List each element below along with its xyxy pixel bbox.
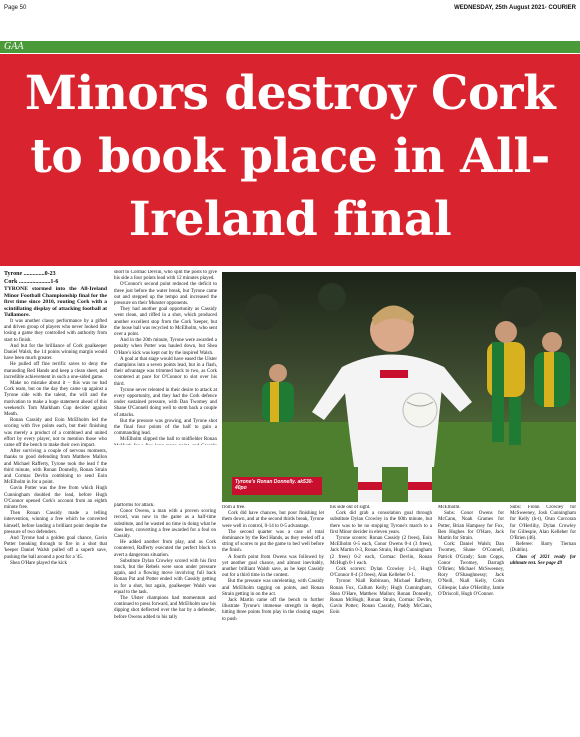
paragraph: The Ulster champions had momentum and continued to press forward, and McElholm saw his dipping shot deflected over the bar by a defender, before Owens added to his tally <box>114 596 216 620</box>
paragraph: And Tyrone had a golden goal chance, Gavin Potter breaking through to fire in a shot that 'keeper Daniel Walsh pulled off a superb save, pushing the ball around a post for a '45. <box>4 536 107 560</box>
score-away: Cork .....................1-6 <box>4 279 59 285</box>
article-column-1 <box>4 270 107 735</box>
score-home: Tyrone ..............0-23 <box>4 271 56 277</box>
paragraph: Tyrone: Niall Robinson, Michael Rafferty, Ronan Fox, Callum Kelly; Hugh Cunningham, Shea O'Hare, Matthew Mallon; Ronan Donnelly, Ronan McHugh; Ronan Strain, Cormac Devlin, Gavin Potter; Ronan Cassidy, Paddy McCann, Eoin <box>330 579 432 616</box>
paragraph: A fourth point from Owens was followed by yet another goal chance, and almost inevitably, another brilliant Walsh save, as he kept Cassidy out for a third time in the contest. <box>222 554 324 579</box>
headline: Minors destroy Cork to book place in All-Ireland final <box>24 66 556 247</box>
headline-banner <box>0 54 580 266</box>
paragraph: from a free. <box>222 505 246 510</box>
paragraph: Conor Owens, a man with a proven scoring record, was now in the game as a half-time substitute, and he wasted no time in doing what he does best, converting a free awarded for a foul on Cassidy. <box>114 509 216 540</box>
paragraph: After surviving a couple of nervous moments, thanks to good defending from Matthew Mallon and Michael Rafferty, Tyrone took the lead f the third minute, with Ronan Donnelly, Ronan Strain and Cormac Devlin combining to send Eoin McElholm in for a point. <box>4 449 107 486</box>
paragraph: Tyrone never relented in their desire to attack at every opportunity, and they had the Cork defence under sustained pressure, with Dan Twomey and Shane O'Connell doing well to stem back a couple of attacks. <box>114 387 217 418</box>
article-column-3 <box>222 505 324 735</box>
paragraph: O'Connor's second point reduced the deficit to three just before the water break, but Tyrone came out and stepped up the tempo and increased the pressure on their Munster opponents. <box>114 282 217 307</box>
player-photo-illustration <box>222 272 576 502</box>
section-bar <box>0 41 580 53</box>
paragraph: platforms for attack. <box>114 503 155 508</box>
photo-caption: Tyrone's Ronan Donnelly. ak530-40po <box>232 477 322 495</box>
paragraph: Subs: Conor Owens for McCann, Noah Grames for Potter, Brian Hampsey for Fox, Ben Hughes for O'Hare, Jack Martin for Strain. <box>438 511 504 542</box>
lead-paragraph: TYRONE stormed into the All-Ireland Minor Football Championship final for the first time since 2010, routing Cork with a scintillating display of attacking football at Tullamore. <box>4 286 107 319</box>
article-column-5 <box>438 505 504 735</box>
article-column-6 <box>510 505 576 735</box>
article-column-4 <box>330 505 432 735</box>
paragraph: Jack Martin came off the bench to further illustrate Tyrone's immense strength in depth, hitting three points from play in the closing stages to push <box>222 598 324 622</box>
paragraph: It was another classy performance by a gifted and driven group of players who never looked like losing a game they controlled with authority from start to finish. <box>4 318 107 343</box>
paragraph: He added another from play, and as Cork countered, Rafferty executed the perfect block to avert a dangerous situation. <box>114 540 216 558</box>
paragraph: McElholm. <box>438 505 461 510</box>
paragraph: The second quarter was a case of total dominance by the Red Hands, as they reeled off a string of scores to put the game to bed well before the finish. <box>222 529 324 554</box>
paragraph: short to Cormac Devlin, who split the posts to give his side a four points lead with 12 minutes played. <box>114 270 217 282</box>
paragraph: Then Ronan Cassidy made a telling intervention, winning a free which he converted himself, before landing a brilliant point despite the pressure of two defenders. <box>4 511 107 535</box>
paragraph: And but for the brilliance of Cork goalkeeper Daniel Walsh, the 14 points winning margin would have been much greater. <box>4 343 107 362</box>
page-header <box>0 0 580 14</box>
paragraph: Make no mistake about it – this was no bad Cork team, but on the day they came up against a Tyrone side with the talent, the will and the motivation to make a huge statement ahead of this weekend's Tom Markham Cup decider against Meath. <box>4 381 107 418</box>
paragraph: Referee: Barry Tiernan (Dublin). <box>510 542 576 554</box>
paragraph: Cork did grab a consolation goal through substitute Dylan Crowley in the 60th minute, but there was to be no stopping Tyrone's march to a first Minor decider in eleven years. <box>330 511 432 535</box>
paragraph: Cork did have chances, but poor finishing let them down, and at the second thirds break, Tyrone were well in control, 0-14 to 0-5 advantage. <box>222 511 324 529</box>
cross-reference: Class of 2021 ready for ultimate test. See page 49 <box>510 554 576 566</box>
paragraph: his side out of sight. <box>330 505 371 510</box>
paragraph: And in the 20th minute, Tyrone were awarded a penalty when Potter was hauled down, but Shea O'Hare's kick was kept out by the inspired Walsh. <box>114 338 217 356</box>
paragraph: Cork scorers: Dylan Crowley 1-1, Hugh O'Connor 0-4 (3 frees), Alan Kelleher 0-1. <box>330 567 432 579</box>
paragraph: Ronan Cassidy and Eoin McElholm led the scoring with five points each, but their finishing was merely a product of a combined and united effort by every player, not to mention those who came off the bench to make their own impact. <box>4 418 107 449</box>
paragraph: Subs: Fionn Crowley for McSweeney, Josh Cunningham for Kelly (h-t), Oran Corcoran for O'Herlihy, Dylan Crowley for Gillespie, Alan Kelleher for O'Brien (46). <box>510 505 576 542</box>
article-column-2-bottom <box>114 503 216 735</box>
page-number: Page 50 <box>4 5 27 11</box>
page-date: WEDNESDAY, 25th August 2021- COURIER <box>454 5 576 11</box>
paragraph: But the pressure was growing, and Tyrone shot the final four points of the half to gain a commanding lead. <box>114 418 217 437</box>
section-label: GAA <box>4 41 24 52</box>
paragraph: Substitute Dylan Crowley scored with his first touch, but the Rebels were soon under pressure again, and a flowing move involving full back Ronan Pat and Potter ended with Cassidy getting in for a shot, but again, goalkeeper Walsh was equal to the task. <box>114 558 216 595</box>
paragraph: But the pressure was unrelenting, with Cassidy and McElholm tagging on points, and Ronan Strain getting in on the act. <box>222 579 324 597</box>
match-photo <box>222 272 576 502</box>
paragraph: Cork: Daniel Walsh; Dan Twomey, Shane O'Connell, Patrick O'Grady; Sam Copps, Conor Twomey, Darragh O'Brien; Michael McSweeney, Rory O'Shaughnessy; Jack O'Neill, Niall Kelly, Colm Gillespie; Luke O'Herlihy, Jamie O'Driscoll, Hugh O'Connor. <box>438 542 504 597</box>
paragraph: McElholm slipped the ball to midfielder Ronan <box>120 437 217 443</box>
paragraph: Shea O'Hare played the kick <box>10 560 67 566</box>
paragraph: Gavin Potter was the free from which Hugh Cunningham doubled the lead, before Hugh O'Connor opened Cork's account from an eighth minute free. <box>4 486 107 511</box>
paragraph: He pulled off fine terrific saves to deny the marauding Red Hands and keep a clean sheet, and incredible achievement in such a one-sided game. <box>4 362 107 380</box>
paragraph: They had another goal opportunity as Cassidy went clean, and riffed in a shot, which produced another excellent stop from the Cork 'keeper, but the loose ball was recycled to McElholm, who sent over a point. <box>114 307 217 338</box>
article-column-2 <box>114 270 217 445</box>
paragraph: A goal at that stage would have eased the Ulster champions into a seven points lead, but in a flash, their advantage was trimmed back to two, as Cork countered at pace for O'Connor to slot over his third. <box>114 356 217 387</box>
paragraph: Tyrone scorers: Ronan Cassidy (2 frees), Eoin McElholm 0-5 each, Conor Owens 0-4 (3 frees), Jack Martin 0-3, Ronan Strain, Hugh Cunningham (2 frees) 0-2 each, Cormac Devlin, Ronan McHugh 0-1 each. <box>330 536 432 566</box>
